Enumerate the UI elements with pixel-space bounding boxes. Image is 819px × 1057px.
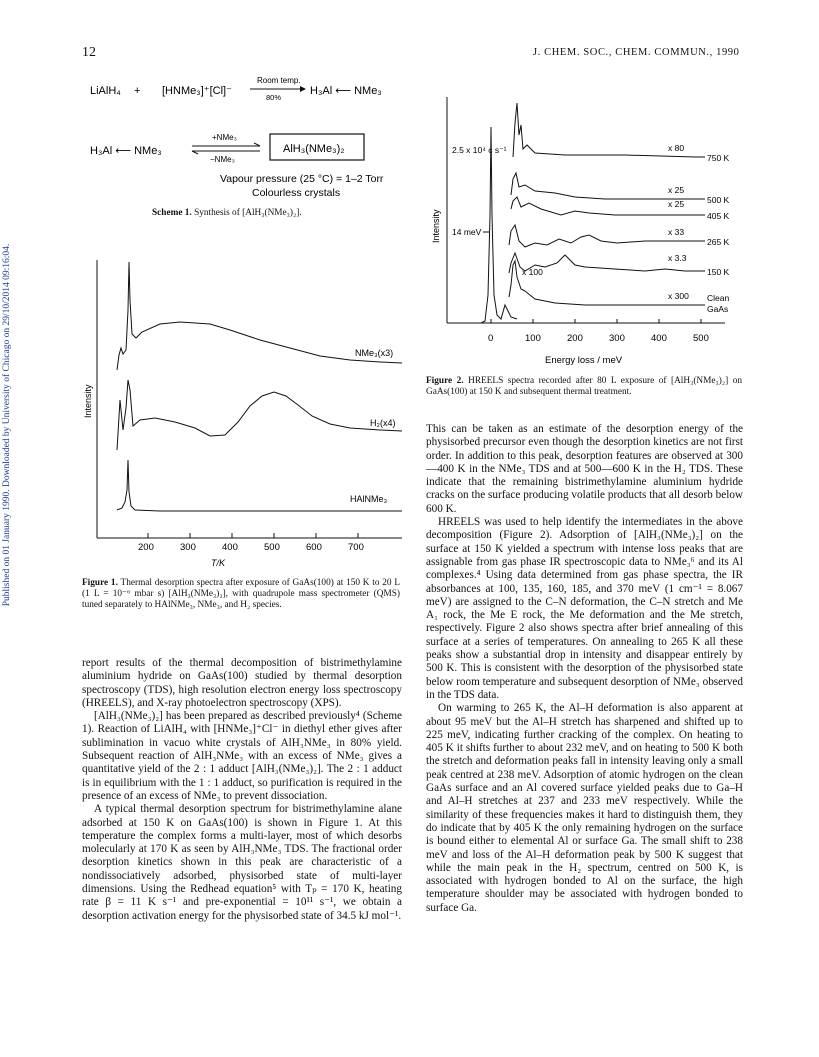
scheme-reactant-2: [HNMe₃]⁺[Cl]⁻ (162, 85, 232, 97)
fig1-ylabel: Intensity (83, 384, 93, 418)
scheme-arrowhead-1 (300, 86, 306, 92)
scheme-caption-label: Scheme 1. (152, 208, 192, 218)
journal-header: J. CHEM. SOC., CHEM. COMMUN., 1990 (533, 47, 740, 58)
scheme-reactant-3: H₃Al ⟵ NMe₃ (90, 145, 162, 157)
fig1-xtick-600: 600 (306, 542, 322, 553)
scheme-equilibrium-bottom: −NMe₃ (210, 155, 235, 164)
scheme-condition-top: Room temp. (257, 76, 301, 85)
scheme-equilibrium-top: +NMe₃ (212, 133, 237, 142)
fig2-xtick-500: 500 (693, 333, 709, 344)
page-number: 12 (82, 45, 96, 60)
fig2-caption-label: Figure 2. (426, 376, 464, 386)
left-paragraph-2: [AlH₃(NMe₃)₂] has been prepared as described previously⁴ (Scheme 1). Reaction of LiAlH₄ with [HNMe₃]⁺Cl⁻ in diethyl ether gives after sublimination in vacuo white crystals of AlH₃NMe₃ in 80% yield. Subsequent reaction of AlH₃NMe₃ with an excess of NMe₃ gives a quantitative yield of the 2 : 1 adduct [AlH₃(NMe₃)₂]. The 2 : 1 adduct is in equilibrium with the 1 : 1 adduct, so purification is required in the presence of an excess of NMe₃ to prevent dissociation. (82, 710, 402, 802)
scheme-reactant-1: LiAlH₄ (90, 85, 121, 97)
fig2-label-405k: 405 K (707, 211, 730, 221)
fig1-trace-h2 (117, 380, 402, 450)
scheme-plus: + (134, 85, 141, 97)
fig2-label-150k: 150 K (707, 267, 730, 277)
download-note-text: Published on 01 January 1990. Downloaded by University of Chicago on 29/10/2014 09:16:04. (2, 243, 12, 607)
figure-1-caption (82, 578, 400, 611)
figure-1-plot (80, 240, 410, 580)
fig1-xticks (148, 533, 358, 538)
left-column (82, 657, 402, 923)
figure-2-plot (425, 95, 745, 370)
fig2-ylabel: Intensity (431, 209, 441, 243)
fig1-label-h2: H₂(x4) (370, 418, 396, 428)
scheme-vapour-pressure: Vapour pressure (25 °C) = 1–2 Torr (220, 173, 384, 185)
fig1-xtick-300: 300 (180, 542, 196, 553)
left-paragraph-1: report results of the thermal decomposition of bistrimethylamine aluminium hydride on GaAs(100) studied by thermal desorption spectroscopy (TDS), high resolution electron energy loss spectroscopy (HREELS), and X-ray photoelectron spectroscopy (XPS). (82, 657, 402, 709)
scheme-product-2: AlH₃(NMe₃)₂ (283, 143, 345, 155)
fig2-xtick-200: 200 (567, 333, 583, 344)
fig2-label-clean: Clean (707, 293, 730, 303)
scheme-condition-bottom: 80% (266, 93, 282, 102)
left-paragraph-3: A typical thermal desorption spectrum for bistrimethylamine alane adsorbed at 150 K on GaAs(100) is shown in Figure 1. At this temperature the complex forms a multi-layer, most of which desorbs molecularly at 170 K as seen by AlH₃NMe₃ TDS. The fractional order desorption kinetics shown in this peak are characteristic of a nondissociatively adsorbed, physisorbed state of multi-layer dimensions. Using the Redhead equation⁵ with Tₚ = 170 K, heating rate β = 11 K s⁻¹ and pre-exponential = 10¹¹ s⁻¹, we obtain a desorption activation energy for the physisorbed state of 34.5 kJ mol⁻¹. (82, 803, 402, 922)
right-paragraph-1: This can be taken as an estimate of the desorption energy of the physisorbed precursor even though the desorption kinetics are not first order. In addition to this peak, desorption features are observed at 300—400 K in the NMe₃ TDS and at 500—600 K in the H₂ TDS. These indicate that the remaining bistrimethylamine aluminium hydride cracks on the surface producing volatile products that all desorb below 600 K. (426, 423, 743, 515)
fig1-xtick-200: 200 (138, 542, 154, 553)
fig1-xtick-400: 400 (222, 542, 238, 553)
fig2-label-500k: 500 K (707, 195, 730, 205)
figure-1 (80, 240, 410, 580)
right-column (426, 423, 743, 915)
fig1-label-nme3: NMe₃(x3) (355, 348, 394, 358)
fig1-xtick-500: 500 (264, 542, 280, 553)
fig2-mult-750k: x 80 (668, 143, 685, 153)
fig1-xlabel: T/K (211, 558, 226, 568)
fig2-mult-265k: x 33 (668, 227, 685, 237)
figure-2-caption (426, 376, 742, 398)
right-paragraph-2: HREELS was used to help identify the intermediates in the above decomposition (Figure 2). Adsorption of [AlH₃(NMe₃)₂] on the surface at 150 K yielded a spectrum with intense loss peaks that are assignable from gas phase IR spectroscopic data to NMe₃⁶ and its Al complexes.⁴ Using data determined from gas phase spectra, the IR absorbances at 100, 135, 160, 185, and 370 meV (1 cm⁻¹ = 8.067 meV) are assigned to the C–N deformation, the C–N stretch and Me A₁ rock, the Me E rock, the Me deformation and the Me stretch, respectively. Figure 2 also shows spectra after brief annealing of this surface at a series of temperatures. On annealing to 265 K all these peaks show a substantial drop in intensity and disappear entirely by 500 K. This is consistent with the desorption of the physisorbed state below room temperature and subsequent desorption of NMe₃ observed in the TDS data. (426, 516, 743, 701)
scheme-product-1: H₃Al ⟵ NMe₃ (310, 85, 382, 97)
fig2-xtick-300: 300 (609, 333, 625, 344)
fig2-label-750k: 750 K (707, 153, 730, 163)
fig2-xlabel: Energy loss / meV (545, 355, 623, 366)
download-note (0, 215, 16, 635)
fig1-caption-label: Figure 1. (82, 578, 118, 588)
fig2-mult-405k: x 25 (668, 199, 685, 209)
fig2-xtick-400: 400 (651, 333, 667, 344)
fig2-label-gaas: GaAs (707, 304, 729, 314)
scheme-1-drawing (80, 70, 410, 230)
fig2-mult-150k: x 3.3 (668, 253, 687, 263)
scheme-crystals: Colourless crystals (252, 187, 341, 199)
fig2-caption-text: HREELS spectra recorded after 80 L exposure of [AlH₃(NMe₃)₂] on GaAs(100) at 150 K and subsequent thermal treatment. (426, 376, 743, 397)
fig2-scale-label: 2.5 x 10⁴ c s⁻¹ (452, 145, 507, 155)
fig2-label-265k: 265 K (707, 237, 730, 247)
fig2-x100-label: x 100 (522, 267, 543, 277)
fig2-fwhm-label: 14 meV (452, 227, 482, 237)
fig2-xticks (491, 319, 701, 323)
figure-2 (425, 95, 745, 370)
fig2-elastic-peak (481, 127, 517, 323)
scheme-caption-text: Synthesis of [AlH₃(NMe₃)₂]. (194, 208, 302, 218)
fig2-xtick-0: 0 (488, 333, 494, 344)
right-paragraph-3: On warming to 265 K, the Al–H deformation is also apparent at about 95 meV but the Al–H stretch has sharpened and shifted up to 225 meV, indicating further cracking of the complex. On heating to 405 K it shifts further to about 232 meV, and on heating to 500 K both the stretch and deformation peaks fall in intensity leaving only a small peak centred at 238 meV. Adsorption of atomic hydrogen on the clean GaAs surface and an Al covered surface yielded peaks due to Ga–H and Al–H stretches at 237 and 233 meV respectively. While the similarity of these frequencies makes it hard to distinguish them, they do indicate that by 405 K the only remaining hydrogen on the surface is bound either to elemental Al or surface Ga. The small shift to 238 meV and loss of the Al–H deformation peak by 500 K suggest that while the main peak in the H₂ spectrum, centred on 500 K, is associated with hydrogen bonded to Al on the surface, the high temperature shoulder may be associated with hydrogen bonded to surface Ga. (426, 702, 743, 914)
fig2-xtick-100: 100 (525, 333, 541, 344)
scheme-1 (80, 70, 410, 230)
scheme-1-caption (152, 208, 402, 219)
fig1-caption-text: Thermal desorption spectra after exposure of GaAs(100) at 150 K to 20 L (1 L = 10⁻⁶ mbar s) [AlH₃(NMe₃)₂], with quadrupole mass spectrometer (QMS) tuned separately to HAlNMe₃, NMe₃, and H₂ species. (82, 578, 401, 610)
fig2-mult-500k: x 25 (668, 185, 685, 195)
fig2-mult-clean: x 300 (668, 291, 689, 301)
fig1-xtick-700: 700 (348, 542, 364, 553)
fig1-label-halnme3: HAlNMe₃ (350, 494, 388, 504)
